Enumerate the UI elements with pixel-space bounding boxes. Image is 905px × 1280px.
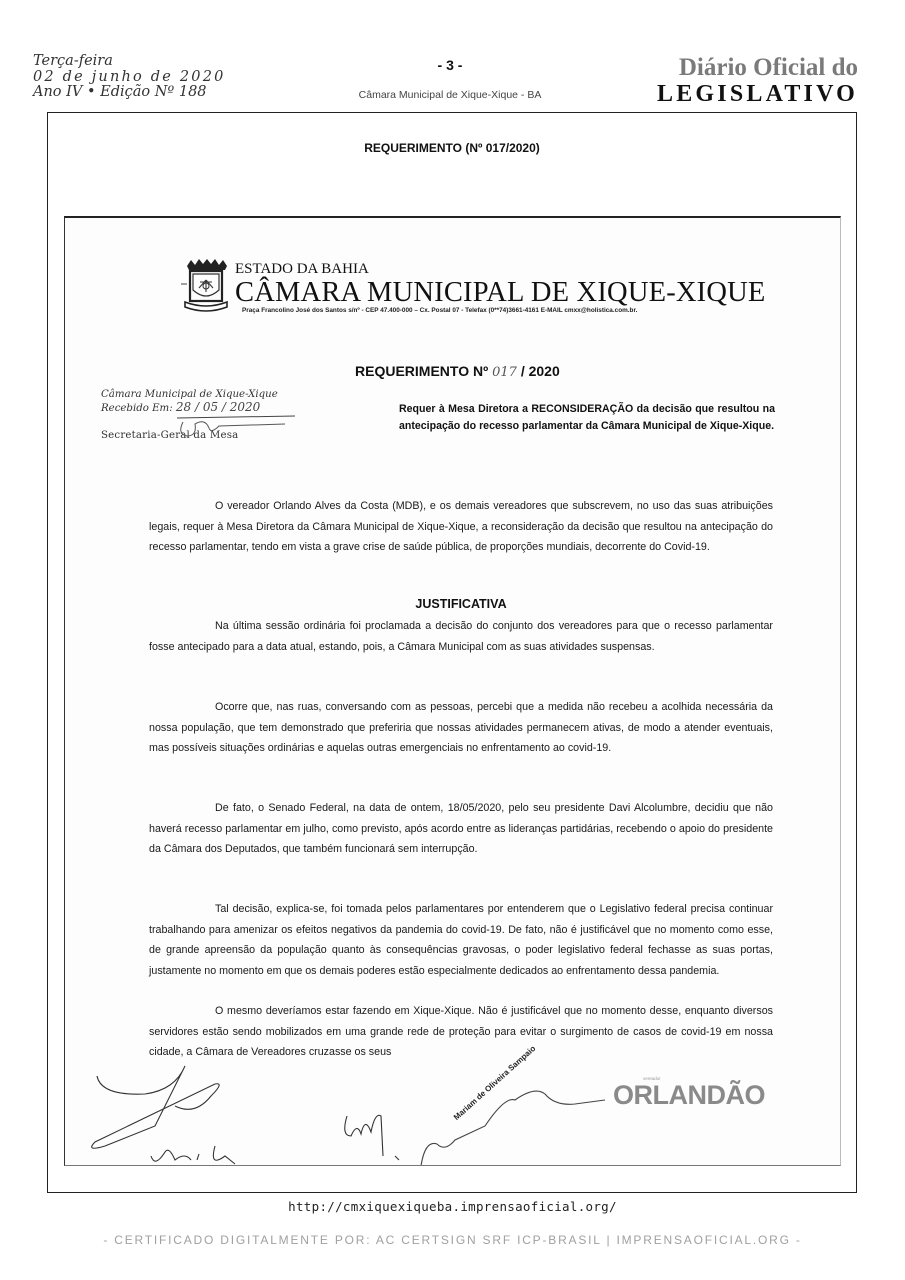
- masthead-title: Diário Oficial do: [678, 54, 858, 81]
- justification-paragraph: O mesmo deveríamos estar fazendo em Xique-Xique. Não é justificável que no momento desse, enquanto diversos servidores estão sendo mobilizados em uma grande rede de proteção para evitar o surgimento de casos de covid-19 em nossa cidade, a Câmara de Vereadores cruzasse os seus: [149, 1005, 773, 1059]
- weekday: Terça-feira: [33, 53, 113, 69]
- signature-stamp: Mariam de Oliveira Sampaio: [451, 1043, 538, 1122]
- stamp-department: Secretaria-Geral da Mesa: [101, 430, 239, 441]
- letterhead-institution: CÂMARA MUNICIPAL DE XIQUE-XIQUE: [235, 277, 766, 308]
- stamp-received-label: Recebido Em:: [101, 403, 173, 414]
- logo-caption: vereador: [643, 1076, 661, 1081]
- stamp-received: [101, 401, 301, 415]
- chamber-name: Câmara Municipal de Xique-Xique - BA: [358, 89, 542, 101]
- section-title: REQUERIMENTO (Nº 017/2020): [364, 141, 540, 155]
- publication-date: 02 de junho de 2020: [33, 68, 226, 85]
- letterhead-state: ESTADO DA BAHIA: [235, 261, 369, 277]
- orlandao-logo: [613, 1076, 765, 1111]
- stamp-institution: Câmara Municipal de Xique-Xique: [101, 389, 278, 400]
- footer-url[interactable]: http://cmxiquexiqueba.imprensaoficial.org/: [288, 1199, 617, 1214]
- intro-paragraph: O vereador Orlando Alves da Costa (MDB), e os demais vereadores que subscrevem, no uso das suas atribuições legais, requer à Mesa Diretora da Câmara Municipal de Xique-Xique, a reconsideração da decisão que resultou na antecipação do recesso parlamentar, tendo em vista a grave crise de saúde pública, de proporções mundiais, decorrente do Covid-19.: [149, 500, 773, 554]
- justification-paragraph: Na última sessão ordinária foi proclamada a decisão do conjunto dos vereadores para que o recesso parlamentar fosse antecipado para a data atual, estando, pois, a Câmara Municipal com as suas atividades suspensas.: [149, 620, 773, 653]
- masthead-subtitle: LEGISLATIVO: [657, 81, 858, 107]
- justification-paragraph: De fato, o Senado Federal, na data de ontem, 18/05/2020, pelo seu presidente Davi Alcolumbre, decidiu que não haverá recesso parlamentar em julho, como previsto, após acordo entre as lideranças partidárias, recebendo o apoio do presidente da Câmara dos Deputados, que também funcionará sem interrupção.: [149, 802, 773, 856]
- signature-1-icon: [92, 1066, 235, 1164]
- edition-info: [33, 54, 226, 101]
- signature-3-icon: [421, 1091, 605, 1166]
- logo-text: ORLANDÃO: [613, 1080, 765, 1110]
- stamp-received-date: 28 / 05 / 2020: [175, 400, 261, 414]
- signatures: [65, 1056, 841, 1166]
- document-title: [355, 363, 560, 380]
- receipt-signature-icon: [175, 414, 305, 444]
- justification-paragraph: Tal decisão, explica-se, foi tomada pelos parlamentares por entenderem que o Legislativo federal precisa continuar trabalhando para amenizar os efeitos negativos da pandemia do covid-19. De fato, não é justificável que no momento como esse, de grande apreensão da população quanto às consequências gravosas, o poder legislativo federal fechasse as suas portas, justamente no momento em que os demais poderes estão especialmente dedicados ao enfrentamento dessa pandemia.: [149, 903, 773, 977]
- signature-2-icon: [345, 1115, 399, 1160]
- request-summary: Requer à Mesa Diretora a RECONSIDERAÇÃO da decisão que resultou na antecipação do recesso parlamentar da Câmara Municipal de Xique-Xique.: [399, 403, 775, 432]
- justification-title: JUSTIFICATIVA: [415, 597, 507, 611]
- scanned-document: [64, 216, 841, 1166]
- document-title-prefix: REQUERIMENTO Nº: [355, 363, 489, 379]
- edition-number: Ano IV • Edição Nº 188: [33, 84, 207, 100]
- masthead: [657, 55, 858, 107]
- certification-notice: - CERTIFICADO DIGITALMENTE POR: AC CERTSIGN SRF ICP-BRASIL | IMPRENSAOFICIAL.ORG -: [103, 1233, 802, 1247]
- letterhead-address: Praça Francolino José dos Santos s/nº - CEP 47.400-000 – Cx. Postal 07 - Telefax (0**74)3661-4161 E-MAIL cmxx@holistica.com.br.: [242, 307, 638, 314]
- document-title-suffix: / 2020: [520, 363, 560, 379]
- page-number: - 3 -: [437, 57, 463, 73]
- document-number-handwritten: 017: [492, 365, 517, 380]
- justification-paragraph: Ocorre que, nas ruas, conversando com as pessoas, percebi que a medida não recebeu a acolhida necessária da nossa população, que tem demonstrado que preferiria que nossas atividades permanecem ativas, de modo a atender eventuais, mas possíveis situações ordinárias e aquelas outras emergenciais no enfrentamento ao covid-19.: [149, 701, 773, 755]
- coat-of-arms-icon: [181, 258, 231, 316]
